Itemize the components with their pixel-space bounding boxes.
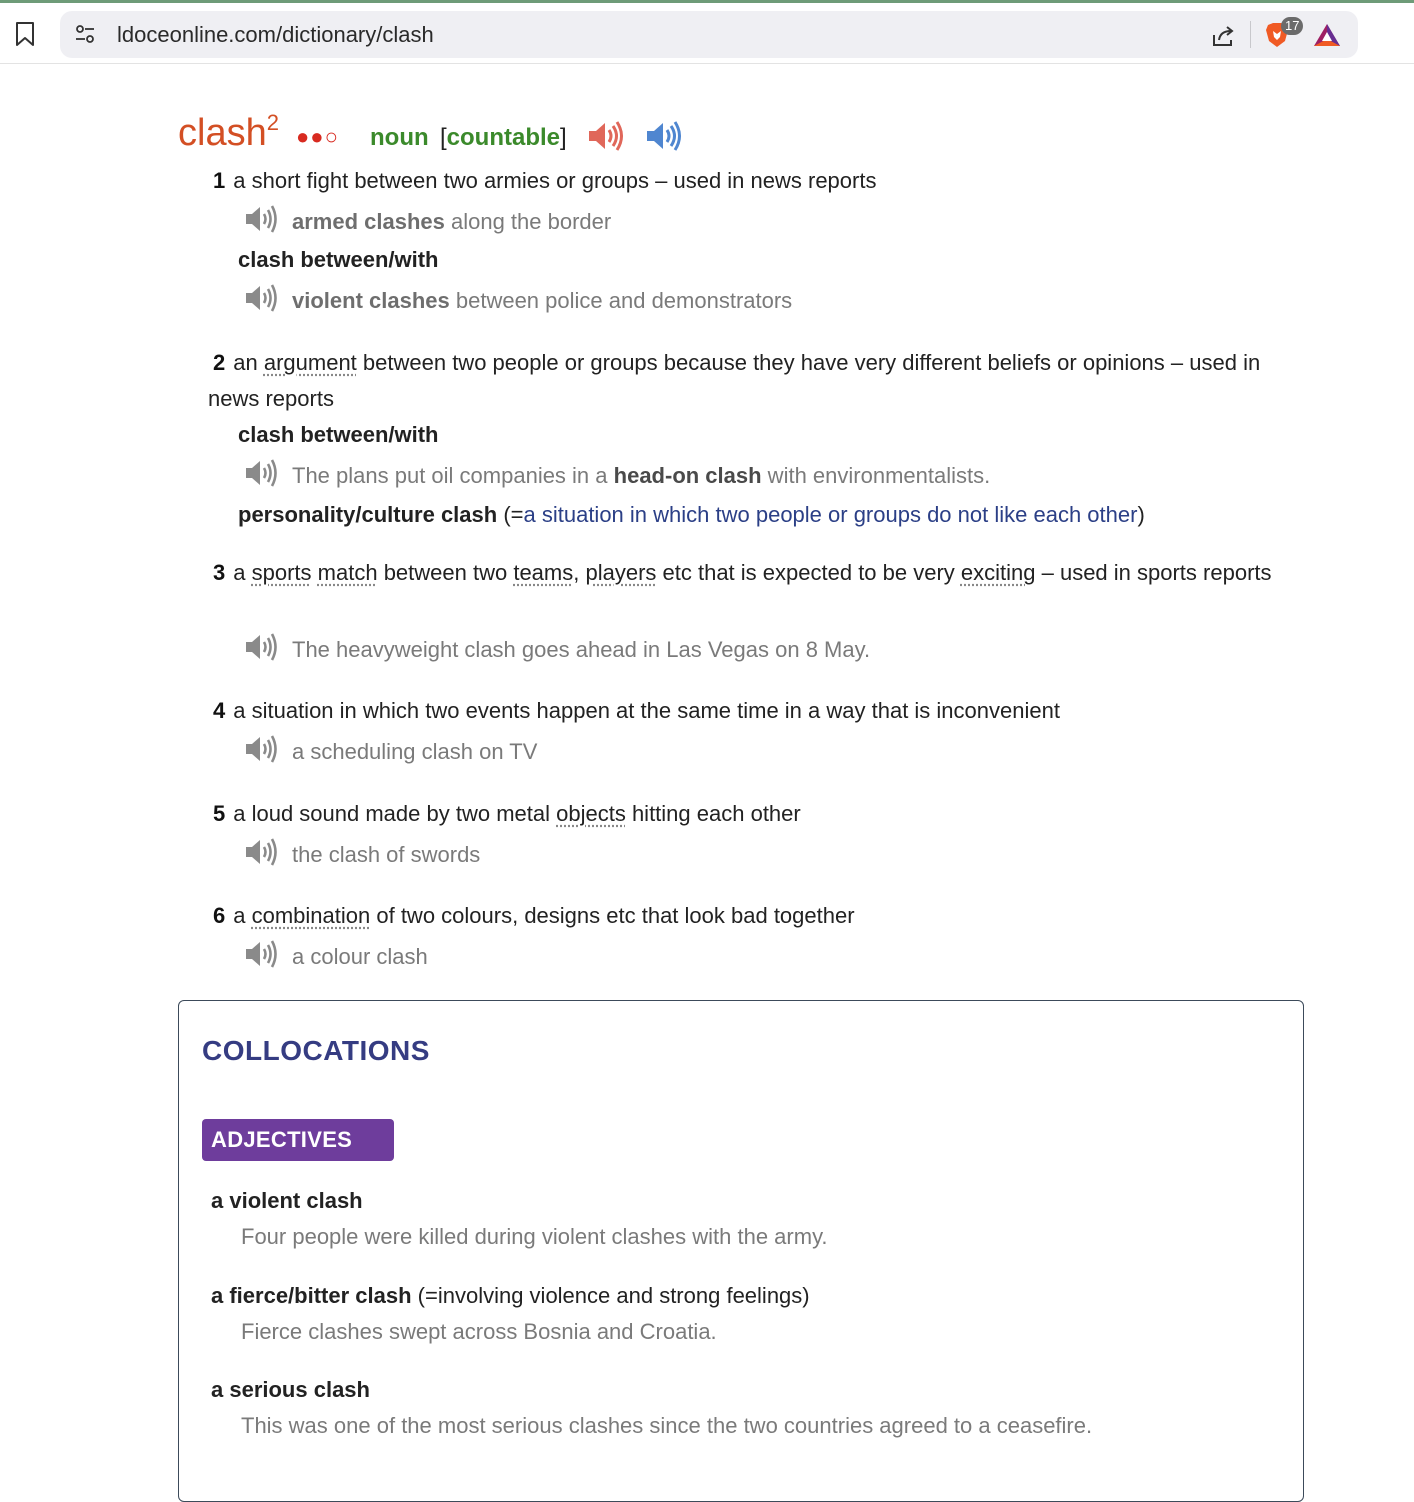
collocation-phrase: a fierce/bitter clash (=involving violence and strong feelings) — [211, 1283, 810, 1308]
shields-count-badge: 17 — [1281, 17, 1303, 35]
vocab-link[interactable]: teams — [513, 560, 574, 585]
sense-number: 1 — [213, 168, 226, 193]
sense-definition: a short fight between two armies or groups – used in news reports — [233, 168, 877, 193]
vocab-link[interactable]: combination — [251, 903, 371, 928]
sense-number: 4 — [213, 698, 226, 723]
tune-icon[interactable] — [74, 23, 96, 45]
example: violent clashes between police and demonstrators — [244, 283, 792, 319]
vocab-link[interactable]: exciting — [960, 560, 1036, 585]
speaker-icon[interactable] — [244, 204, 278, 234]
url-text[interactable]: ldoceonline.com/dictionary/clash — [117, 22, 434, 47]
frequency-dots: ●●○ — [296, 124, 339, 149]
sense-number: 2 — [213, 350, 226, 375]
speaker-icon[interactable] — [244, 837, 278, 867]
gloss: a situation in which two people or groups do not like each other — [523, 502, 1138, 527]
browser-toolbar — [0, 3, 1414, 64]
example: The heavyweight clash goes ahead in Las Vegas on 8 May. — [244, 632, 870, 668]
sense-number: 5 — [213, 801, 226, 826]
headword: clash$^2$ — [178, 110, 279, 154]
sense-3: 3 a sports match between two teams, players etc that is expected to be very exciting – used in sports reports — [213, 560, 1272, 585]
collocations-title: COLLOCATIONS — [202, 1035, 430, 1066]
address-bar[interactable] — [60, 11, 1358, 58]
vocab-link[interactable]: match — [317, 560, 378, 585]
example: a colour clash — [244, 939, 428, 975]
collocation-phrase: a serious clash — [211, 1377, 370, 1402]
bat-triangle-icon[interactable] — [1312, 21, 1342, 49]
homonym-number: 2 — [266, 110, 279, 135]
collocations-box — [178, 1000, 1304, 1502]
collocation-example: Fierce clashes swept across Bosnia and Croatia. — [241, 1319, 717, 1344]
sense-number: 6 — [213, 903, 226, 928]
speaker-icon[interactable] — [244, 632, 278, 662]
sense-6: 6 a combination of two colours, designs etc that look bad together — [213, 903, 855, 928]
sense-definition: a situation in which two events happen at the same time in a way that is inconvenient — [233, 698, 1060, 723]
example: a scheduling clash on TV — [244, 734, 537, 770]
collocation-phrase: a violent clash — [211, 1188, 363, 1213]
sense-1 — [208, 163, 1308, 199]
grammar-label: [countable] — [440, 124, 567, 151]
vocab-link[interactable]: objects — [556, 801, 626, 826]
sense-number: 3 — [213, 560, 226, 585]
speaker-icon[interactable] — [244, 458, 278, 488]
example: armed clashes along the border — [244, 204, 611, 240]
example: the clash of swords — [244, 837, 480, 873]
grammar-pattern: clash between/with — [238, 247, 439, 272]
speaker-icon[interactable] — [586, 120, 626, 152]
phrase-collocation: personality/culture clash (=a situation in which two people or groups do not like each other) — [238, 502, 1145, 527]
collocation-example: Four people were killed during violent clashes with the army. — [241, 1224, 828, 1249]
part-of-speech: noun — [370, 124, 429, 151]
adjectives-tab[interactable]: ADJECTIVES — [202, 1119, 394, 1161]
grammar-pattern: clash between/with — [238, 422, 439, 447]
bookmark-icon[interactable] — [14, 21, 36, 47]
speaker-icon[interactable] — [244, 734, 278, 764]
speaker-icon[interactable] — [244, 283, 278, 313]
toolbar-separator — [1250, 21, 1251, 48]
sense-2: 2 an argument between two people or groups because they have very different beliefs or opinions – used in news reports — [208, 350, 1261, 411]
vocab-link[interactable]: players — [585, 560, 657, 585]
vocab-link[interactable]: sports — [251, 560, 312, 585]
sense-4 — [208, 693, 1308, 729]
share-icon[interactable] — [1210, 23, 1236, 49]
example: The plans put oil companies in a head-on clash with environmentalists. — [244, 458, 990, 494]
speaker-icon[interactable] — [244, 939, 278, 969]
speaker-icon[interactable] — [644, 120, 684, 152]
collocation-example: This was one of the most serious clashes since the two countries agreed to a ceasefire. — [241, 1413, 1093, 1438]
vocab-link[interactable]: argument — [263, 350, 357, 375]
sense-5: 5 a loud sound made by two metal objects hitting each other — [213, 801, 801, 826]
